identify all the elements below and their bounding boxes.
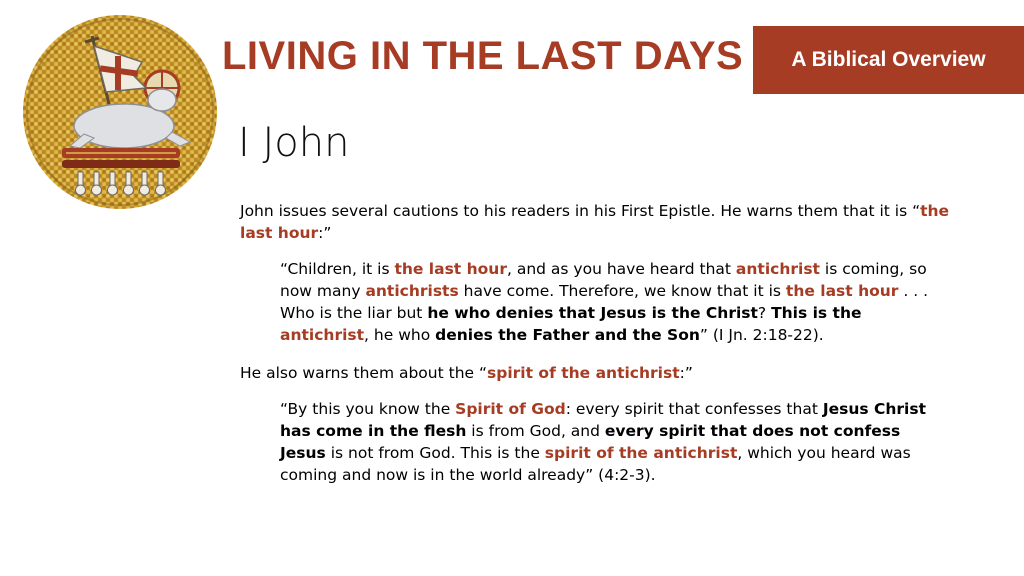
text-run: John issues several cautions to his readers in his First Epistle. He warns them that it is “	[240, 202, 921, 220]
highlight-text: spirit of the antichrist	[487, 364, 680, 382]
text-run: “By this you know the	[280, 400, 456, 418]
bold-text: denies the Father and the Son	[435, 326, 700, 344]
text-run: “Children, it is	[280, 260, 395, 278]
text-run: : every spirit that confesses that	[565, 400, 823, 418]
slide-body	[240, 200, 980, 502]
intro-paragraph	[240, 200, 980, 244]
highlight-text: spirit of the antichrist	[544, 444, 738, 462]
text-run: is not from God. This is the	[325, 444, 545, 462]
scripture-quote-1	[280, 258, 950, 346]
section-tag-label: A Biblical Overview	[791, 48, 986, 71]
highlight-text: the last hour	[785, 282, 899, 300]
text-run: . . . Who is the liar but	[280, 282, 928, 322]
text-run: ?	[757, 304, 772, 322]
highlight-text: the last hour	[394, 260, 507, 278]
slide-subtitle: I John	[238, 120, 350, 166]
bold-text: Jesus Christ has come in the flesh	[280, 400, 927, 440]
highlight-text: antichrist	[280, 326, 365, 344]
highlight-text: the last hour	[240, 202, 950, 242]
intro-paragraph-2	[240, 362, 980, 384]
highlight-text: antichrists	[365, 282, 459, 300]
bold-text: every spirit that does not confess Jesus	[280, 422, 901, 462]
bold-text: he who denies that Jesus is the Christ	[427, 304, 758, 322]
text-run: :”	[679, 364, 693, 382]
highlight-text: Spirit of God	[455, 400, 566, 418]
text-run: is coming, so now many	[280, 260, 927, 300]
text-run: have come. Therefore, we know that it is	[458, 282, 786, 300]
text-run: ” (I Jn. 2:18-22).	[699, 326, 824, 344]
scripture-quote-2	[280, 398, 950, 486]
bold-text: This is the	[771, 304, 862, 322]
text-run: , and as you have heard that	[506, 260, 736, 278]
agnus-dei-mosaic-icon	[22, 14, 218, 210]
text-run: is from God, and	[466, 422, 605, 440]
text-run: He also warns them about the “	[240, 364, 488, 382]
page-title: LIVING IN THE LAST DAYS	[222, 34, 744, 78]
highlight-text: antichrist	[735, 260, 820, 278]
text-run: , which you heard was coming and now is in the world already” (4:2-3).	[280, 444, 911, 484]
text-run: , he who	[364, 326, 436, 344]
section-tag	[753, 26, 1024, 94]
text-run: :”	[318, 224, 332, 242]
